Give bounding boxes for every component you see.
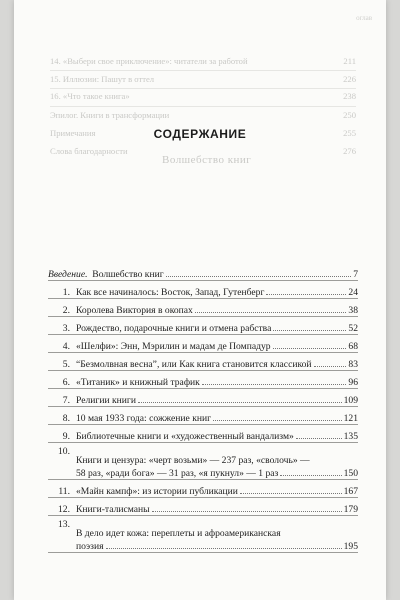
show-through-watermark: Волшебство книг [162,154,252,166]
show-through-row: Эпилог. Книги в трансформации 250 [50,110,356,120]
show-through-page-number: оглав [356,14,372,22]
page-number: 135 [343,431,358,442]
page-number: 109 [343,395,358,406]
toc-entry [48,335,358,353]
page-number: 83 [348,359,358,370]
toc-entry [48,353,358,371]
chapter-number: 12. [58,504,70,515]
chapter-title: «Майн кампф»: из истории публикации [76,486,238,497]
chapter-title: Королева Виктория в окопах [76,305,193,316]
page-number: 121 [343,413,358,424]
chapter-title: 10 мая 1933 года: сожжение книг [76,413,212,424]
chapter-title-line: В дело идет кожа: переплеты и афроамериканская [76,528,281,539]
toc-entry [48,480,358,498]
toc-entry [48,498,358,516]
intro-title: Волшебство книг [92,269,164,280]
page-number: 167 [343,486,358,497]
show-through-row: 15. Иллюзии: Пашут в оттел 226 [50,74,356,84]
chapter-title: Библиотечные книги и «художественный вандализм» [76,431,294,442]
page-number: 179 [343,504,358,515]
chapter-title: «Шелфи»: Энн, Мэрилин и мадам де Помпадур [76,341,271,352]
toc-entry-intro [48,263,358,281]
chapter-number: 4. [62,341,70,352]
chapter-number: 11. [58,486,70,497]
chapter-number: 2. [62,305,70,316]
page-number: 96 [348,377,358,388]
chapter-title: “Безмолвная весна”, или Как книга становится классикой [76,359,312,370]
toc-entry [48,299,358,317]
chapter-number: 1. [62,287,70,298]
chapter-title: 58 раз, «ради бога» — 31 раз, «я пукнул» — 1 раз [76,468,279,479]
chapter-number: 13. [58,519,70,530]
show-through-row: 14. «Выбери свое приключение»: читатели за работой 211 [50,56,356,66]
chapter-number: 5. [62,359,70,370]
page-number: 24 [348,287,358,298]
page-number: 68 [348,341,358,352]
chapter-number: 9. [62,431,70,442]
chapter-title: «Титаник» и книжный трафик [76,377,200,388]
chapter-title: Религии книги [76,395,136,406]
toc-entry [48,516,358,553]
show-through-row: 16. «Что такое книга» 238 [50,91,356,101]
toc-entry [48,425,358,443]
page-number: 38 [348,305,358,316]
page-number: 7 [353,269,358,280]
toc-entry [48,371,358,389]
chapter-title: Книги-талисманы [76,504,150,515]
page-number: 150 [343,468,358,479]
table-of-contents [48,263,358,553]
chapter-number: 7. [62,395,70,406]
chapter-title: Как все начиналось: Восток, Запад, Гутенберг [76,287,265,298]
toc-entry [48,389,358,407]
toc-entry [48,281,358,299]
toc-entry [48,407,358,425]
page-number: 195 [343,541,358,552]
chapter-title: поэзия [76,541,104,552]
chapter-number: 10. [58,446,70,457]
intro-label: Введение. [48,269,88,280]
show-through-row: Примечания 255 [50,128,356,138]
chapter-number: 3. [62,323,70,334]
toc-entry [48,317,358,335]
page-title: СОДЕРЖАНИЕ [153,127,247,141]
chapter-number: 8. [62,413,70,424]
show-through-row: Слова благодарности 276 [50,146,356,156]
chapter-title: Рождество, подарочные книги и отмена рабства [76,323,272,334]
chapter-number: 6. [62,377,70,388]
chapter-title-line: Книги и цензура: «черт возьми» — 237 раз, «сволочь» — [76,455,310,466]
page-number: 52 [348,323,358,334]
book-page [14,0,386,600]
toc-entry [48,443,358,480]
